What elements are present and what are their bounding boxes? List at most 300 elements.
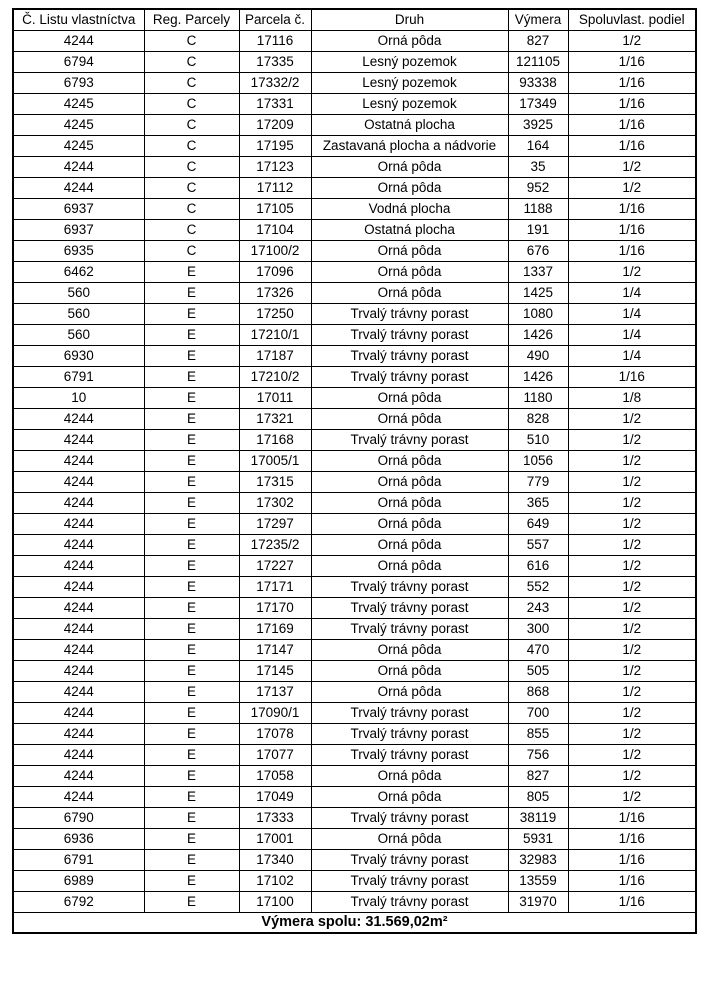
cell-area: 1426 (508, 324, 568, 345)
column-header-land-type: Druh (311, 9, 508, 30)
cell-lv-number: 6989 (13, 870, 144, 891)
cell-share: 1/2 (568, 30, 696, 51)
table-body (13, 30, 696, 912)
cell-lv-number: 6790 (13, 807, 144, 828)
cell-land-type: Trvalý trávny porast (311, 870, 508, 891)
column-header-parcel-number: Parcela č. (239, 9, 311, 30)
cell-parcel-number: 17078 (239, 723, 311, 744)
table-row (13, 324, 696, 345)
cell-share: 1/4 (568, 345, 696, 366)
cell-area: 616 (508, 555, 568, 576)
cell-register: E (144, 786, 239, 807)
cell-parcel-number: 17145 (239, 660, 311, 681)
cell-lv-number: 6791 (13, 366, 144, 387)
cell-share: 1/2 (568, 723, 696, 744)
cell-parcel-number: 17333 (239, 807, 311, 828)
cell-area: 164 (508, 135, 568, 156)
cell-land-type: Trvalý trávny porast (311, 744, 508, 765)
table-row (13, 450, 696, 471)
cell-land-type: Orná pôda (311, 639, 508, 660)
cell-register: E (144, 492, 239, 513)
cell-register: E (144, 660, 239, 681)
table-row (13, 639, 696, 660)
cell-parcel-number: 17170 (239, 597, 311, 618)
cell-lv-number: 4245 (13, 135, 144, 156)
cell-area: 1080 (508, 303, 568, 324)
cell-area: 3925 (508, 114, 568, 135)
table-row (13, 891, 696, 912)
cell-share: 1/2 (568, 450, 696, 471)
cell-area: 1425 (508, 282, 568, 303)
table-row (13, 72, 696, 93)
cell-area: 5931 (508, 828, 568, 849)
cell-area: 32983 (508, 849, 568, 870)
cell-land-type: Orná pôda (311, 828, 508, 849)
cell-parcel-number: 17210/1 (239, 324, 311, 345)
cell-area: 552 (508, 576, 568, 597)
cell-parcel-number: 17096 (239, 261, 311, 282)
cell-area: 827 (508, 30, 568, 51)
cell-area: 17349 (508, 93, 568, 114)
cell-share: 1/16 (568, 72, 696, 93)
cell-area: 35 (508, 156, 568, 177)
cell-register: E (144, 618, 239, 639)
cell-register: E (144, 849, 239, 870)
cell-land-type: Trvalý trávny porast (311, 597, 508, 618)
cell-lv-number: 4244 (13, 429, 144, 450)
cell-land-type: Lesný pozemok (311, 51, 508, 72)
cell-lv-number: 6793 (13, 72, 144, 93)
table-row (13, 345, 696, 366)
cell-register: E (144, 702, 239, 723)
cell-parcel-number: 17321 (239, 408, 311, 429)
cell-lv-number: 6937 (13, 198, 144, 219)
cell-land-type: Zastavaná plocha a nádvorie (311, 135, 508, 156)
cell-parcel-number: 17005/1 (239, 450, 311, 471)
cell-area: 1056 (508, 450, 568, 471)
cell-parcel-number: 17112 (239, 177, 311, 198)
cell-register: E (144, 723, 239, 744)
cell-register: E (144, 450, 239, 471)
table-row (13, 282, 696, 303)
table-row (13, 828, 696, 849)
cell-share: 1/16 (568, 849, 696, 870)
cell-register: C (144, 156, 239, 177)
cell-register: E (144, 576, 239, 597)
cell-land-type: Orná pôda (311, 30, 508, 51)
cell-parcel-number: 17302 (239, 492, 311, 513)
cell-area: 490 (508, 345, 568, 366)
cell-share: 1/16 (568, 135, 696, 156)
cell-area: 1188 (508, 198, 568, 219)
cell-parcel-number: 17102 (239, 870, 311, 891)
table-row (13, 219, 696, 240)
cell-lv-number: 4244 (13, 555, 144, 576)
cell-register: E (144, 345, 239, 366)
cell-share: 1/16 (568, 870, 696, 891)
table-row (13, 387, 696, 408)
cell-lv-number: 560 (13, 324, 144, 345)
cell-lv-number: 4244 (13, 723, 144, 744)
cell-register: E (144, 429, 239, 450)
cell-register: E (144, 408, 239, 429)
cell-area: 1426 (508, 366, 568, 387)
cell-share: 1/2 (568, 786, 696, 807)
cell-lv-number: 560 (13, 282, 144, 303)
column-header-area: Výmera (508, 9, 568, 30)
table-row (13, 786, 696, 807)
cell-lv-number: 4244 (13, 492, 144, 513)
cell-land-type: Trvalý trávny porast (311, 723, 508, 744)
cell-register: C (144, 219, 239, 240)
cell-register: E (144, 891, 239, 912)
cell-register: C (144, 114, 239, 135)
cell-parcel-number: 17001 (239, 828, 311, 849)
ownership-parcels-table (12, 8, 697, 934)
cell-area: 121105 (508, 51, 568, 72)
cell-share: 1/2 (568, 429, 696, 450)
cell-parcel-number: 17049 (239, 786, 311, 807)
cell-area: 1337 (508, 261, 568, 282)
cell-parcel-number: 17090/1 (239, 702, 311, 723)
cell-register: E (144, 324, 239, 345)
cell-share: 1/16 (568, 240, 696, 261)
table-row (13, 597, 696, 618)
cell-parcel-number: 17169 (239, 618, 311, 639)
cell-area: 93338 (508, 72, 568, 93)
cell-land-type: Orná pôda (311, 156, 508, 177)
cell-lv-number: 6462 (13, 261, 144, 282)
cell-lv-number: 4244 (13, 660, 144, 681)
cell-share: 1/2 (568, 492, 696, 513)
cell-register: E (144, 828, 239, 849)
table-row (13, 660, 696, 681)
cell-area: 470 (508, 639, 568, 660)
cell-lv-number: 10 (13, 387, 144, 408)
cell-share: 1/2 (568, 618, 696, 639)
cell-register: E (144, 303, 239, 324)
cell-land-type: Orná pôda (311, 555, 508, 576)
cell-land-type: Ostatná plocha (311, 114, 508, 135)
table-row (13, 513, 696, 534)
cell-parcel-number: 17195 (239, 135, 311, 156)
column-header-register: Reg. Parcely (144, 9, 239, 30)
cell-land-type: Ostatná plocha (311, 219, 508, 240)
cell-share: 1/8 (568, 387, 696, 408)
table-row (13, 807, 696, 828)
cell-register: E (144, 261, 239, 282)
cell-land-type: Lesný pozemok (311, 93, 508, 114)
cell-share: 1/4 (568, 303, 696, 324)
cell-area: 827 (508, 765, 568, 786)
cell-register: E (144, 765, 239, 786)
cell-parcel-number: 17058 (239, 765, 311, 786)
cell-parcel-number: 17171 (239, 576, 311, 597)
cell-register: E (144, 597, 239, 618)
cell-share: 1/2 (568, 471, 696, 492)
cell-register: C (144, 240, 239, 261)
table-row (13, 702, 696, 723)
cell-register: E (144, 555, 239, 576)
table-row (13, 408, 696, 429)
table-row (13, 744, 696, 765)
cell-lv-number: 4245 (13, 93, 144, 114)
cell-area: 365 (508, 492, 568, 513)
cell-share: 1/16 (568, 828, 696, 849)
table-row (13, 30, 696, 51)
table-row (13, 618, 696, 639)
total-area-footer: Výmera spolu: 31.569,02m² (13, 912, 696, 933)
table-row (13, 51, 696, 72)
cell-lv-number: 6935 (13, 240, 144, 261)
cell-lv-number: 4244 (13, 786, 144, 807)
cell-register: C (144, 30, 239, 51)
cell-register: C (144, 198, 239, 219)
cell-share: 1/16 (568, 891, 696, 912)
table-row (13, 156, 696, 177)
cell-share: 1/2 (568, 534, 696, 555)
cell-land-type: Orná pôda (311, 450, 508, 471)
table-row (13, 492, 696, 513)
cell-share: 1/2 (568, 639, 696, 660)
cell-area: 779 (508, 471, 568, 492)
cell-area: 952 (508, 177, 568, 198)
cell-share: 1/2 (568, 576, 696, 597)
cell-share: 1/4 (568, 324, 696, 345)
cell-register: E (144, 471, 239, 492)
table-row (13, 261, 696, 282)
cell-parcel-number: 17227 (239, 555, 311, 576)
cell-area: 300 (508, 618, 568, 639)
cell-land-type: Lesný pozemok (311, 72, 508, 93)
cell-parcel-number: 17235/2 (239, 534, 311, 555)
cell-land-type: Orná pôda (311, 408, 508, 429)
cell-register: C (144, 135, 239, 156)
cell-land-type: Orná pôda (311, 513, 508, 534)
cell-parcel-number: 17335 (239, 51, 311, 72)
cell-parcel-number: 17340 (239, 849, 311, 870)
header-row (13, 9, 696, 30)
cell-register: C (144, 51, 239, 72)
cell-share: 1/2 (568, 597, 696, 618)
cell-land-type: Orná pôda (311, 387, 508, 408)
cell-lv-number: 4244 (13, 576, 144, 597)
cell-lv-number: 4244 (13, 597, 144, 618)
column-header-share: Spoluvlast. podiel (568, 9, 696, 30)
table-row (13, 366, 696, 387)
cell-share: 1/16 (568, 198, 696, 219)
cell-land-type: Orná pôda (311, 492, 508, 513)
cell-area: 505 (508, 660, 568, 681)
cell-land-type: Orná pôda (311, 261, 508, 282)
table-row (13, 471, 696, 492)
cell-parcel-number: 17250 (239, 303, 311, 324)
cell-area: 13559 (508, 870, 568, 891)
cell-land-type: Orná pôda (311, 681, 508, 702)
cell-area: 557 (508, 534, 568, 555)
cell-lv-number: 4244 (13, 744, 144, 765)
cell-lv-number: 6794 (13, 51, 144, 72)
cell-lv-number: 4244 (13, 765, 144, 786)
cell-area: 805 (508, 786, 568, 807)
table-row (13, 849, 696, 870)
cell-land-type: Trvalý trávny porast (311, 324, 508, 345)
cell-lv-number: 4244 (13, 30, 144, 51)
table-row (13, 303, 696, 324)
cell-parcel-number: 17331 (239, 93, 311, 114)
cell-land-type: Orná pôda (311, 471, 508, 492)
cell-land-type: Vodná plocha (311, 198, 508, 219)
cell-lv-number: 4245 (13, 114, 144, 135)
cell-register: E (144, 282, 239, 303)
cell-register: E (144, 366, 239, 387)
cell-lv-number: 4244 (13, 408, 144, 429)
cell-parcel-number: 17077 (239, 744, 311, 765)
cell-share: 1/2 (568, 744, 696, 765)
table-row (13, 723, 696, 744)
cell-share: 1/2 (568, 555, 696, 576)
cell-area: 1180 (508, 387, 568, 408)
cell-share: 1/16 (568, 51, 696, 72)
footer-row (13, 912, 696, 933)
cell-area: 855 (508, 723, 568, 744)
table-row (13, 177, 696, 198)
table-row (13, 240, 696, 261)
table-row (13, 555, 696, 576)
cell-lv-number: 6791 (13, 849, 144, 870)
cell-land-type: Orná pôda (311, 786, 508, 807)
table-row (13, 429, 696, 450)
cell-lv-number: 560 (13, 303, 144, 324)
column-header-lv-number: Č. Listu vlastníctva (13, 9, 144, 30)
cell-parcel-number: 17104 (239, 219, 311, 240)
cell-lv-number: 4244 (13, 177, 144, 198)
cell-land-type: Trvalý trávny porast (311, 702, 508, 723)
cell-parcel-number: 17100 (239, 891, 311, 912)
cell-lv-number: 6936 (13, 828, 144, 849)
table-row (13, 681, 696, 702)
cell-area: 243 (508, 597, 568, 618)
cell-land-type: Orná pôda (311, 660, 508, 681)
cell-lv-number: 6937 (13, 219, 144, 240)
cell-land-type: Trvalý trávny porast (311, 807, 508, 828)
cell-share: 1/2 (568, 261, 696, 282)
cell-register: E (144, 681, 239, 702)
cell-land-type: Orná pôda (311, 282, 508, 303)
cell-area: 38119 (508, 807, 568, 828)
cell-area: 868 (508, 681, 568, 702)
cell-share: 1/2 (568, 765, 696, 786)
cell-land-type: Trvalý trávny porast (311, 345, 508, 366)
cell-share: 1/2 (568, 408, 696, 429)
cell-area: 756 (508, 744, 568, 765)
cell-register: E (144, 870, 239, 891)
cell-area: 700 (508, 702, 568, 723)
cell-parcel-number: 17137 (239, 681, 311, 702)
table-row (13, 114, 696, 135)
cell-share: 1/2 (568, 156, 696, 177)
cell-lv-number: 4244 (13, 513, 144, 534)
cell-share: 1/16 (568, 219, 696, 240)
cell-register: E (144, 744, 239, 765)
cell-land-type: Trvalý trávny porast (311, 849, 508, 870)
cell-share: 1/16 (568, 807, 696, 828)
cell-share: 1/16 (568, 366, 696, 387)
cell-land-type: Orná pôda (311, 534, 508, 555)
cell-parcel-number: 17011 (239, 387, 311, 408)
cell-parcel-number: 17297 (239, 513, 311, 534)
cell-land-type: Trvalý trávny porast (311, 576, 508, 597)
cell-share: 1/16 (568, 93, 696, 114)
cell-parcel-number: 17123 (239, 156, 311, 177)
cell-register: C (144, 93, 239, 114)
cell-lv-number: 6792 (13, 891, 144, 912)
cell-area: 649 (508, 513, 568, 534)
cell-area: 676 (508, 240, 568, 261)
cell-parcel-number: 17105 (239, 198, 311, 219)
cell-parcel-number: 17315 (239, 471, 311, 492)
cell-register: E (144, 639, 239, 660)
cell-parcel-number: 17147 (239, 639, 311, 660)
cell-parcel-number: 17100/2 (239, 240, 311, 261)
cell-register: E (144, 807, 239, 828)
cell-lv-number: 4244 (13, 681, 144, 702)
cell-land-type: Orná pôda (311, 240, 508, 261)
cell-parcel-number: 17326 (239, 282, 311, 303)
cell-land-type: Trvalý trávny porast (311, 366, 508, 387)
cell-area: 510 (508, 429, 568, 450)
table-row (13, 870, 696, 891)
cell-register: E (144, 387, 239, 408)
cell-parcel-number: 17209 (239, 114, 311, 135)
cell-land-type: Trvalý trávny porast (311, 429, 508, 450)
cell-share: 1/2 (568, 681, 696, 702)
cell-land-type: Trvalý trávny porast (311, 891, 508, 912)
table-row (13, 576, 696, 597)
cell-lv-number: 4244 (13, 618, 144, 639)
cell-area: 828 (508, 408, 568, 429)
cell-share: 1/2 (568, 177, 696, 198)
cell-area: 31970 (508, 891, 568, 912)
cell-lv-number: 6930 (13, 345, 144, 366)
table-row (13, 198, 696, 219)
table-row (13, 765, 696, 786)
table-row (13, 135, 696, 156)
cell-share: 1/2 (568, 660, 696, 681)
cell-parcel-number: 17210/2 (239, 366, 311, 387)
cell-parcel-number: 17332/2 (239, 72, 311, 93)
cell-lv-number: 4244 (13, 702, 144, 723)
table-row (13, 93, 696, 114)
cell-share: 1/16 (568, 114, 696, 135)
cell-land-type: Trvalý trávny porast (311, 303, 508, 324)
cell-land-type: Orná pôda (311, 765, 508, 786)
cell-land-type: Trvalý trávny porast (311, 618, 508, 639)
cell-lv-number: 4244 (13, 471, 144, 492)
cell-lv-number: 4244 (13, 534, 144, 555)
cell-lv-number: 4244 (13, 450, 144, 471)
cell-share: 1/2 (568, 513, 696, 534)
cell-register: C (144, 177, 239, 198)
cell-register: C (144, 72, 239, 93)
cell-parcel-number: 17187 (239, 345, 311, 366)
cell-area: 191 (508, 219, 568, 240)
cell-share: 1/4 (568, 282, 696, 303)
cell-parcel-number: 17168 (239, 429, 311, 450)
cell-lv-number: 4244 (13, 156, 144, 177)
cell-register: E (144, 534, 239, 555)
cell-register: E (144, 513, 239, 534)
